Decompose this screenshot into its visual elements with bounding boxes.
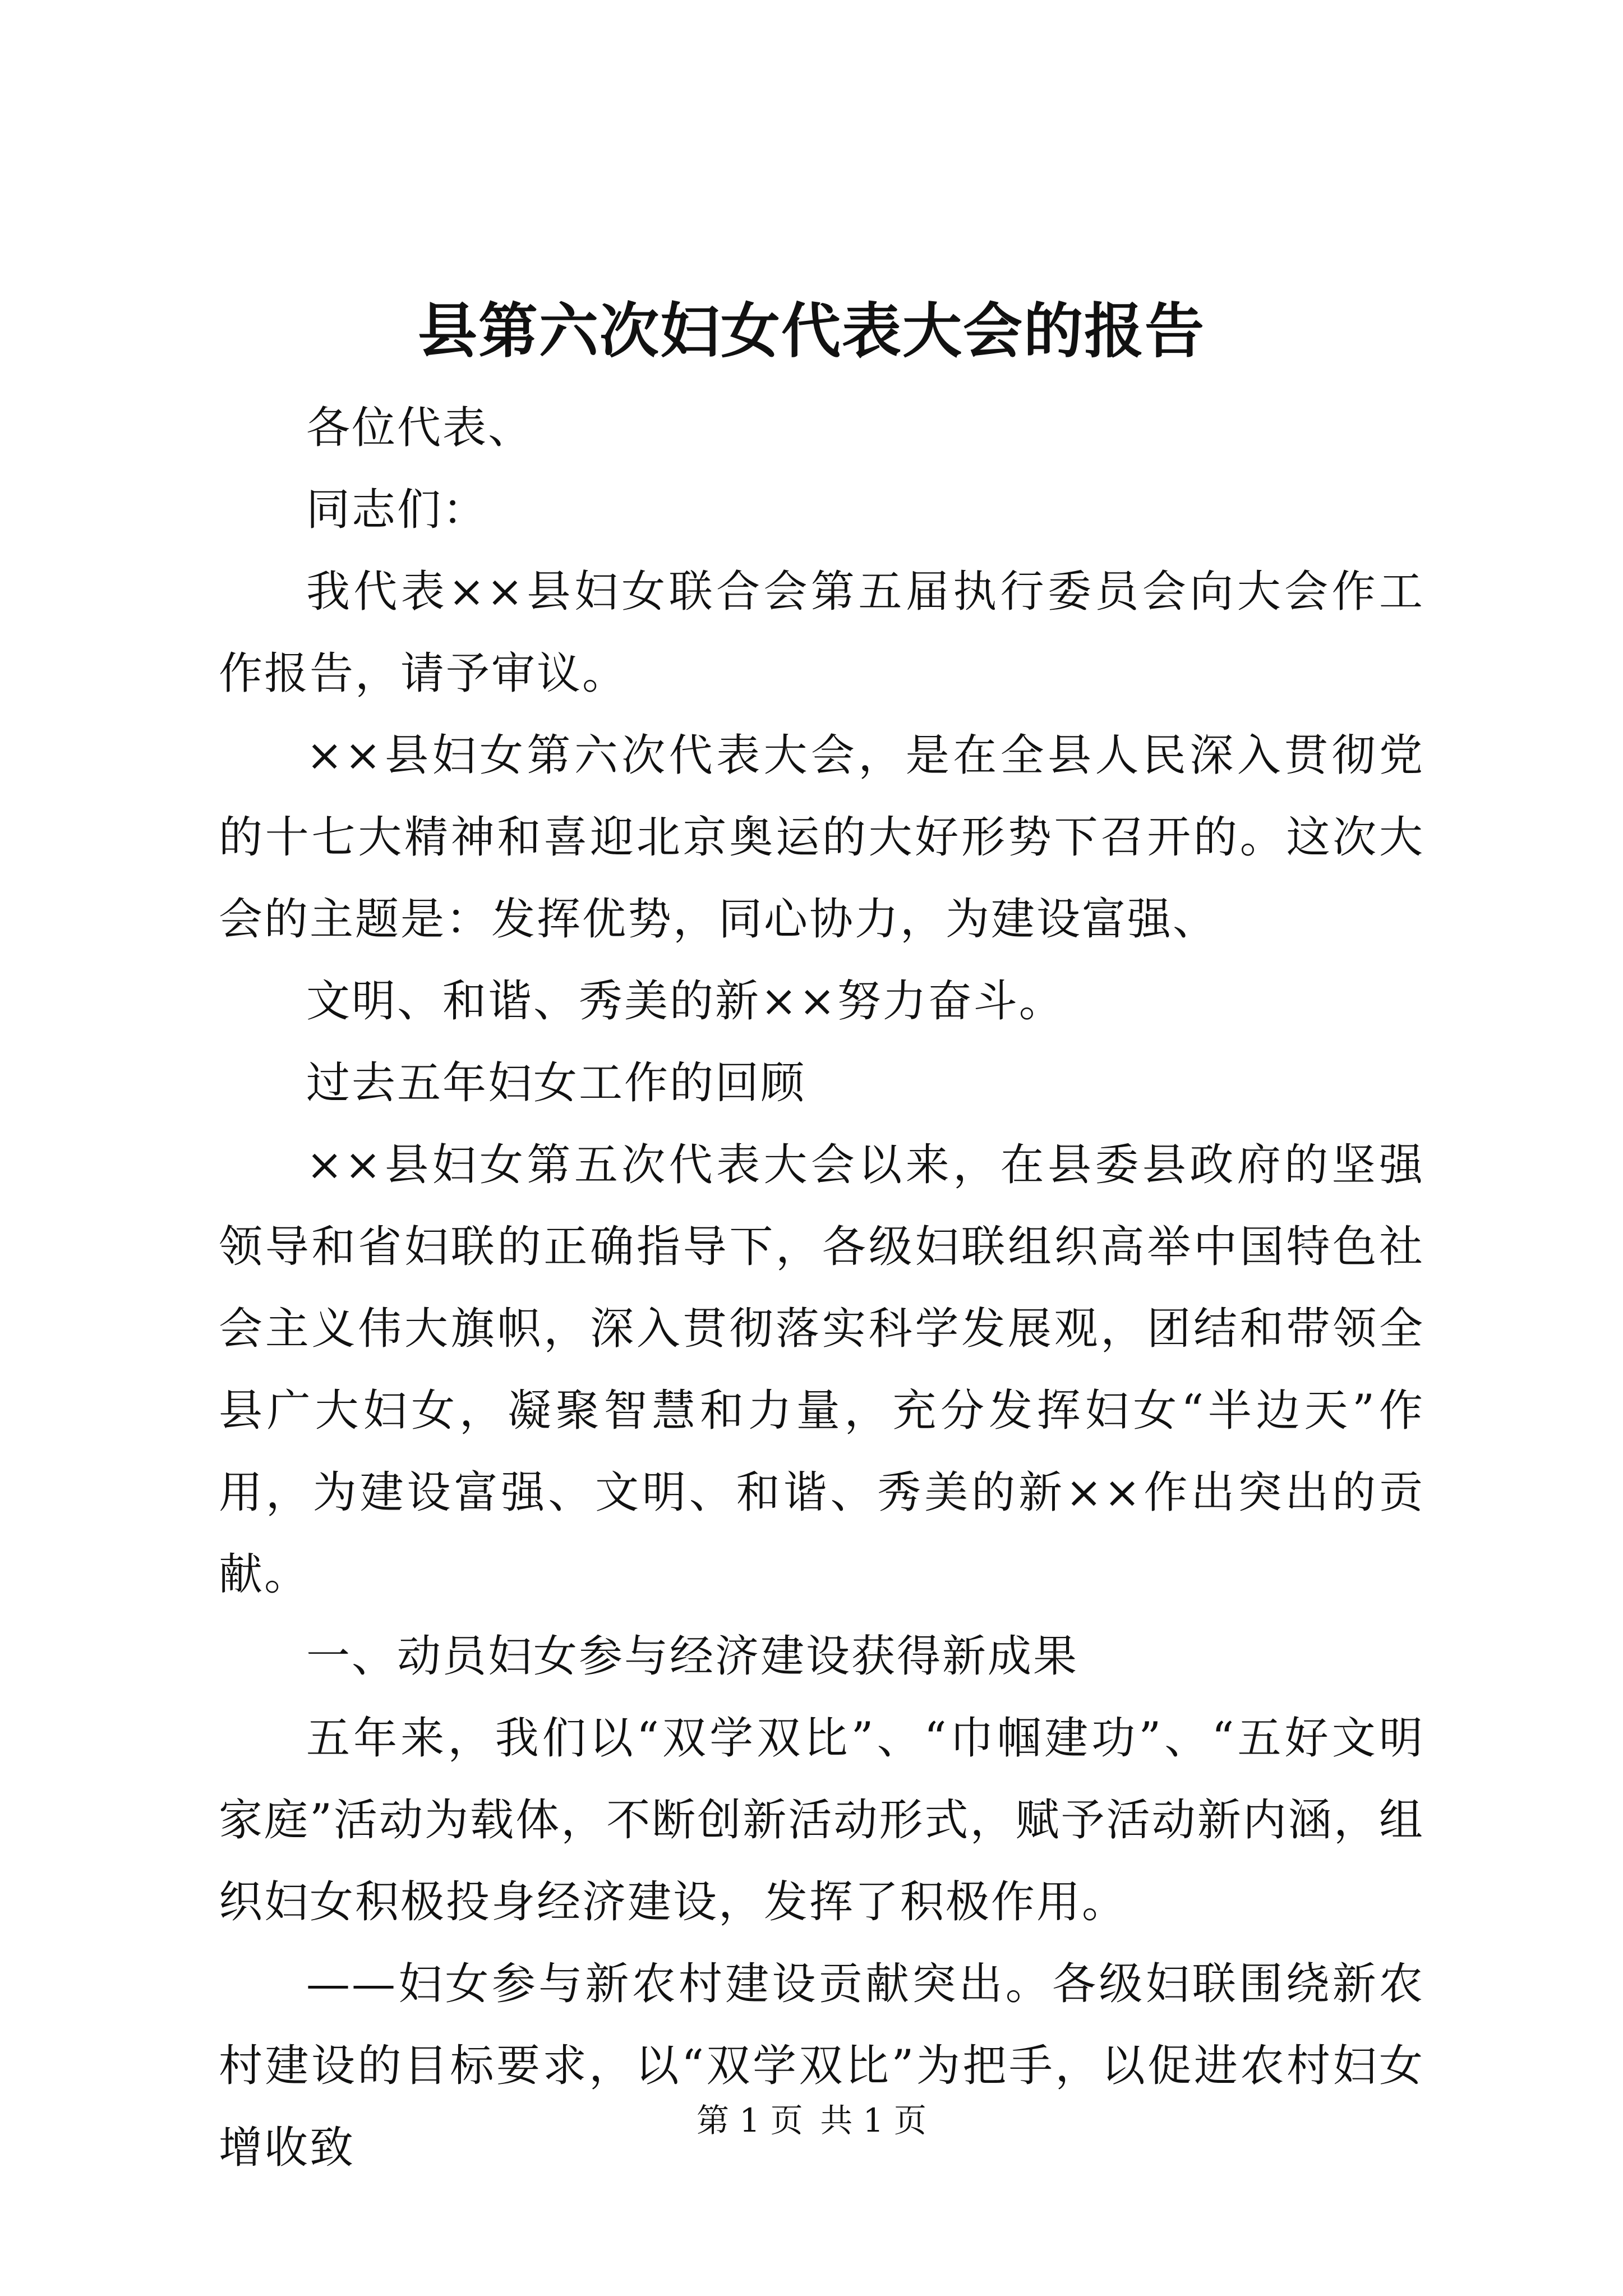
section-heading-economy: 一、动员妇女参与经济建设获得新成果	[306, 1631, 1079, 1682]
paragraph-salutation-2: 同志们：	[306, 485, 488, 535]
page-footer	[0, 2098, 1623, 2143]
document-title: 县第六次妇女代表大会的报告	[418, 296, 1205, 366]
paragraph-theme-continued: 文明、和谐、秀美的新××努力奋斗。	[306, 976, 1064, 1027]
paragraph-salutation-1: 各位代表、	[306, 403, 534, 453]
section-heading-review: 过去五年妇女工作的回顾	[306, 1058, 806, 1108]
page-total: 共 1 页	[820, 2101, 926, 2139]
paragraph-rural-construction: ——妇女参与新农村建设贡献突出。各级妇联围绕新农村建设的目标要求，以“双学双比”为把手，以促进农村妇女增收致	[219, 1959, 1424, 2173]
page-number: 第 1 页	[697, 2101, 803, 2139]
paragraph-review: ××县妇女第五次代表大会以来，在县委县政府的坚强领导和省妇联的正确指导下，各级妇联组织高举中国特色社会主义伟大旗帜，深入贯彻落实科学发展观，团结和带领全县广大妇女，凝聚智慧和力量，充分发挥妇女“半边天”作用，为建设富强、文明、和谐、秀美的新××作出突出的贡献。	[219, 1140, 1424, 1600]
paragraph-economy: 五年来，我们以“双学双比”、“巾帼建功”、“五好文明家庭”活动为载体，不断创新活动形式，赋予活动新内涵，组织妇女积极投身经济建设，发挥了积极作用。	[219, 1713, 1424, 1927]
paragraph-theme: ××县妇女第六次代表大会，是在全县人民深入贯彻党的十七大精神和喜迎北京奥运的大好形势下召开的。这次大会的主题是：发挥优势，同心协力，为建设富强、	[219, 730, 1424, 945]
paragraph-intro: 我代表××县妇女联合会第五届执行委员会向大会作工作报告，请予审议。	[219, 567, 1424, 699]
document-body	[219, 387, 1424, 2189]
